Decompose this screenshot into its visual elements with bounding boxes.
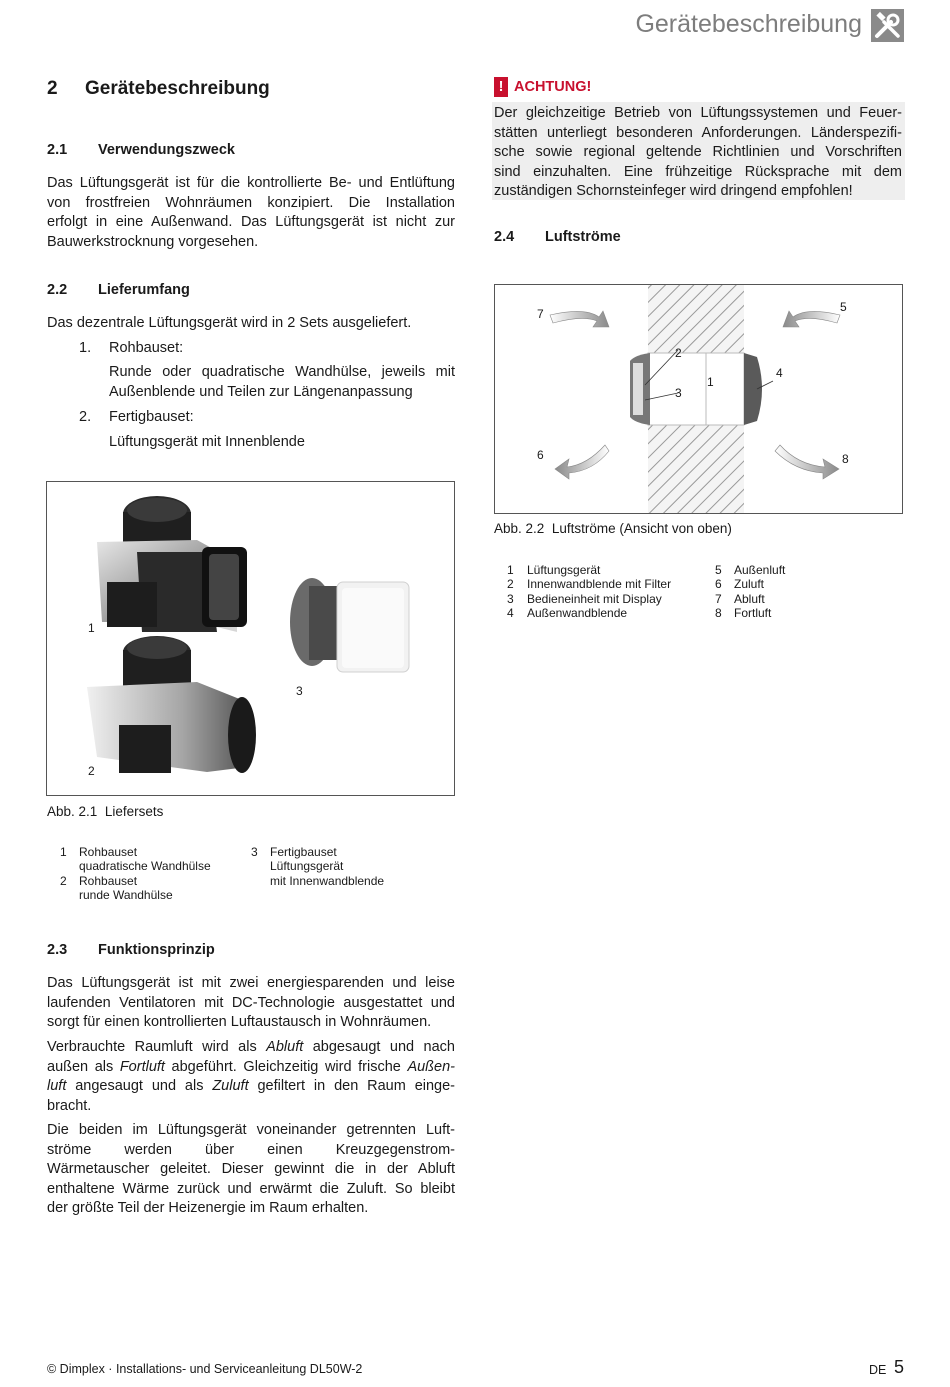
legend-item: 2 Rohbauset — [60, 873, 138, 888]
liefersets-photo — [47, 482, 454, 795]
warning-text: Der gleichzeitige Betrieb von Lüftungssystemen und Feuer- stätten unterliegt besonderen Anforderungen. Länderspezifi- sche sowie regional geltende Richtlinien und Vorschriften sind einzuhalten. Eine frühzeitige Rücksprache mit dem zuständigen Schornsteinfeger wird dringend empfohlen! — [494, 105, 902, 200]
figure-label: 5 — [840, 300, 847, 314]
legend-item: 5 Außenluft — [715, 563, 786, 577]
figure-label: 1 — [88, 621, 95, 635]
paragraph-funktion-3: Die beiden im Lüftungsgerät voneinander getrennten Luft- ströme werden über einen Kreuzgegenstrom- Wärmetauscher geleitet. Dieser gewinnt die in der Abluft enthaltene Wärme zurück und erwärmt die Zuluft. So bleibt der größte Teil der Heizenergie im Raum erhalten. — [47, 1122, 455, 1217]
legend-item: 3 Fertigbauset — [251, 845, 337, 859]
legend-luftstroeme — [507, 563, 671, 621]
figure-liefersets — [46, 481, 455, 796]
airflow-diagram — [495, 285, 902, 513]
page-number: 5 — [894, 1357, 905, 1377]
figure-caption-2-1: Abb. 2.1 Liefersets — [47, 804, 164, 819]
figure-label: 6 — [537, 448, 544, 462]
figure-label: 3 — [296, 684, 303, 698]
figure-label: 2 — [675, 346, 682, 360]
figure-label: 2 — [88, 764, 95, 778]
figure-label: 8 — [842, 452, 849, 466]
legend-item: 2 Innenwandblende mit Filter — [507, 577, 672, 592]
figure-label: 7 — [537, 307, 544, 321]
list-item-1-desc: Runde oder quadratische Wandhülse, jeweils mit Außenblende und Teilen zur Längenanpassung — [109, 364, 455, 400]
legend-item: 7 Abluft — [715, 591, 765, 606]
section-number: 2 — [47, 78, 58, 99]
legend-item: 1 Rohbauset — [60, 845, 138, 859]
exclamation-icon: ! — [494, 77, 508, 97]
heading-2-1: 2.1 Verwendungszweck — [47, 142, 235, 158]
figure-luftstroeme — [494, 284, 903, 514]
warning-heading: ! ACHTUNG! — [494, 77, 591, 97]
footer-language: DE — [869, 1363, 887, 1377]
paragraph-verwendungszweck: Das Lüftungsgerät ist für die kontrollierte Be- und Entlüftung von frostfreien Wohnräumen konzipiert. Die Installation erfolgt in eine Außenwand. Das Lüftungsgerät ist nicht zur Bauwerkstrocknung vorgesehen. — [47, 175, 455, 250]
footer-copyright: © Dimplex · Installations- und Serviceanleitung DL50W-2 — [47, 1362, 363, 1376]
legend-item: 6 Zuluft — [715, 577, 765, 592]
tools-icon — [871, 9, 904, 42]
list-item-2: 2. Fertigbauset: — [79, 409, 194, 425]
list-item-2-desc: Lüftungsgerät mit Innenblende — [109, 434, 305, 450]
figure-caption-2-2: Abb. 2.2 Luftströme (Ansicht von oben) — [494, 521, 732, 536]
legend-item: 8 Fortluft — [715, 606, 772, 621]
heading-2-2: 2.2 Lieferumfang — [47, 282, 190, 298]
legend-item: 3 Bedieneinheit mit Display — [507, 591, 662, 606]
legend-liefersets-col2 — [251, 845, 384, 888]
list-item-1: 1. Rohbauset: — [79, 340, 184, 356]
legend-item: 1 Lüftungsgerät — [507, 563, 601, 577]
lieferumfang-intro: Das dezentrale Lüftungsgerät wird in 2 Sets ausgeliefert. — [47, 315, 412, 331]
legend-liefersets — [60, 845, 211, 903]
figure-label: 3 — [675, 386, 682, 400]
legend-luftstroeme-col2 — [715, 563, 785, 621]
heading-2-4: 2.4 Luftströme — [494, 229, 621, 245]
figure-label: 4 — [776, 366, 783, 380]
heading-2-3: 2.3 Funktionsprinzip — [47, 942, 215, 958]
running-header: Gerätebeschreibung — [635, 10, 862, 38]
legend-item: quadratische Wandhülse — [79, 859, 211, 874]
figure-label: 1 — [707, 375, 714, 389]
paragraph-funktion-2: Verbrauchte Raumluft wird als Abluft abgesaugt und nach außen als Fortluft abgeführt. Gleichzeitig wird frische Außen- luft angesaugt und als Zuluft gefiltert in den Raum einge- bracht. — [47, 1039, 456, 1114]
section-heading — [47, 78, 270, 100]
legend-item: runde Wandhülse — [79, 888, 173, 903]
legend-item: mit Innenwandblende — [270, 873, 385, 888]
section-title: Gerätebeschreibung — [85, 78, 270, 99]
legend-item: 4 Außenwandblende — [507, 606, 628, 621]
paragraph-funktion-1: Das Lüftungsgerät ist mit zwei energiesparenden und leise laufenden Ventilatoren mit DC-Technologie ausgestattet und sorgt für einen kontrollierten Luftaustausch in Wohnräumen. — [47, 975, 455, 1031]
legend-item: Lüftungsgerät — [270, 859, 344, 874]
